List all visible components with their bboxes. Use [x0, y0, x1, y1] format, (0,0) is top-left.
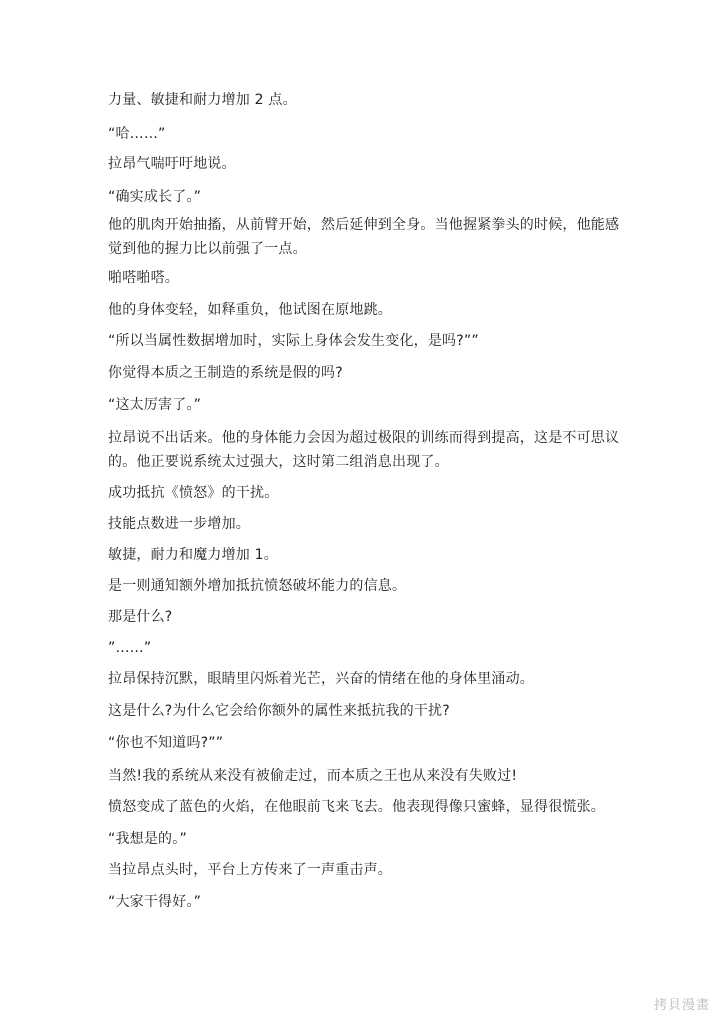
paragraph-10: “这太厉害了。”	[108, 397, 202, 413]
paragraph-5: 他的肌肉开始抽搐，从前臂开始，然后延伸到全身。当他握紧拳头的时候，他能感觉到他的握力比以前强了一点。	[108, 217, 620, 257]
paragraph-3: 拉昂气喘吁吁地说。	[108, 156, 236, 172]
paragraph-18: 拉昂保持沉默，眼睛里闪烁着光芒，兴奋的情绪在他的身体里涌动。	[108, 671, 534, 687]
paragraph-12: 成功抵抗《愤怒》的干扰。	[108, 485, 279, 501]
paragraph-8: “所以当属性数据增加时，实际上身体会发生变化，是吗?””	[108, 333, 479, 349]
paragraph-9: 你觉得本质之王制造的系统是假的吗?	[108, 365, 343, 381]
paragraph-24: 当拉昂点头时，平台上方传来了一声重击声。	[108, 862, 392, 878]
paragraph-20: “你也不知道吗?””	[108, 735, 224, 751]
paragraph-13: 技能点数进一步增加。	[108, 516, 250, 532]
paragraph-22: 愤怒变成了蓝色的火焰，在他眼前飞来飞去。他表现得像只蜜蜂，显得很慌张。	[108, 799, 605, 815]
paragraph-2: “哈……”	[108, 126, 166, 142]
paragraph-11: 拉昂说不出话来。他的身体能力会因为超过极限的训练而得到提高，这是不可思议的。他正要说系统太过强大，这时第二组消息出现了。	[108, 430, 620, 470]
paragraph-16: 那是什么?	[108, 609, 173, 625]
paragraph-19: 这是什么?为什么它会给你额外的属性来抵抗我的干扰?	[108, 703, 450, 719]
paragraph-4: “确实成长了。”	[108, 189, 202, 205]
paragraph-6: 啪嗒啪嗒。	[108, 270, 179, 286]
paragraph-25: “大家干得好。”	[108, 894, 202, 910]
paragraph-23: “我想是的。”	[108, 831, 187, 847]
paragraph-1: 力量、敏捷和耐力增加 2 点。	[108, 92, 297, 108]
watermark: 拷貝漫畫	[653, 998, 710, 1013]
paragraph-15: 是一则通知额外增加抵抗愤怒破坏能力的信息。	[108, 578, 407, 594]
paragraph-7: 他的身体变轻，如释重负，他试图在原地跳。	[108, 302, 392, 318]
paragraph-17: ”……”	[108, 640, 152, 656]
paragraph-21: 当然!我的系统从来没有被偷走过，而本质之王也从来没有失败过!	[108, 768, 518, 784]
paragraph-14: 敏捷，耐力和魔力增加 1。	[108, 547, 278, 563]
